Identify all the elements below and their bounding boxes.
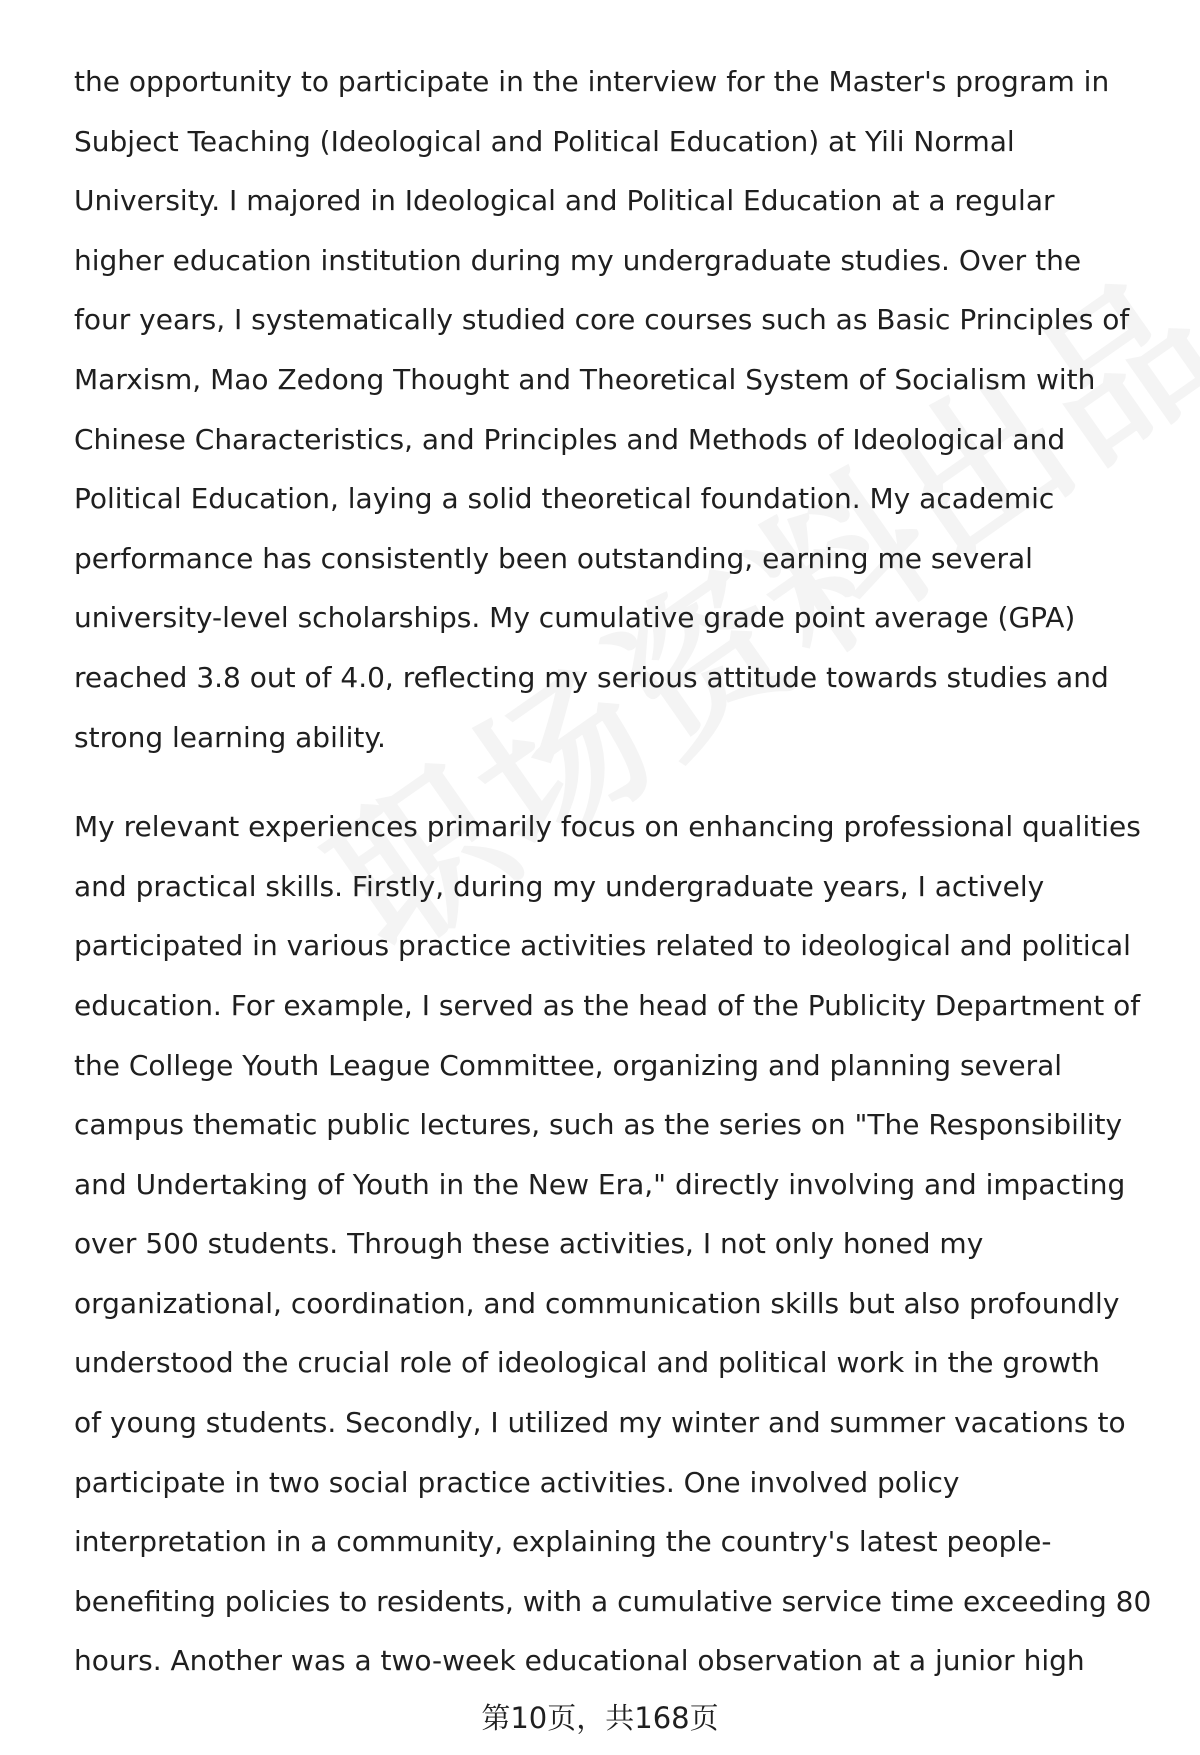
text-line: of young students. Secondly, I utilized my winter and summer vacations to bbox=[74, 1406, 1126, 1440]
page-number-footer: 第10页，共168页 bbox=[481, 1701, 719, 1735]
text-line: University. I majored in Ideological and Political Education at a regular bbox=[74, 184, 1055, 218]
text-line: and practical skills. Firstly, during my undergraduate years, I actively bbox=[74, 869, 1045, 903]
text-line: interpretation in a community, explaining the country's latest people- bbox=[74, 1525, 1052, 1559]
text-line: and Undertaking of Youth in the New Era," directly involving and impacting bbox=[74, 1167, 1126, 1201]
text-line: Marxism, Mao Zedong Thought and Theoretical System of Socialism with bbox=[74, 362, 1096, 396]
text-line: participate in two social practice activities. One involved policy bbox=[74, 1465, 960, 1499]
text-line: university-level scholarships. My cumulative grade point average (GPA) bbox=[74, 601, 1076, 635]
document-body bbox=[74, 52, 1164, 1691]
text-line: four years, I systematically studied core courses such as Basic Principles of bbox=[74, 303, 1130, 337]
text-line: benefiting policies to residents, with a cumulative service time exceeding 80 bbox=[74, 1584, 1152, 1618]
text-line: organizational, coordination, and communication skills but also profoundly bbox=[74, 1286, 1120, 1320]
text-line: education. For example, I served as the head of the Publicity Department of bbox=[74, 988, 1141, 1022]
text-line: My relevant experiences primarily focus on enhancing professional qualities bbox=[74, 810, 1141, 844]
text-line: Subject Teaching (Ideological and Political Education) at Yili Normal bbox=[74, 124, 1015, 158]
text-line: higher education institution during my undergraduate studies. Over the bbox=[74, 243, 1082, 277]
text-line: strong learning ability. bbox=[74, 720, 386, 754]
text-line: participated in various practice activities related to ideological and political bbox=[74, 929, 1131, 963]
paragraph-2 bbox=[74, 797, 1164, 1691]
text-line: Political Education, laying a solid theoretical foundation. My academic bbox=[74, 482, 1055, 516]
text-line: the College Youth League Committee, organizing and planning several bbox=[74, 1048, 1063, 1082]
text-line: Chinese Characteristics, and Principles and Methods of Ideological and bbox=[74, 422, 1066, 456]
text-line: over 500 students. Through these activities, I not only honed my bbox=[74, 1227, 984, 1261]
text-line: the opportunity to participate in the interview for the Master's program in bbox=[74, 65, 1110, 98]
text-line: campus thematic public lectures, such as the series on "The Responsibility bbox=[74, 1108, 1123, 1142]
paragraph-1 bbox=[74, 52, 1164, 767]
text-line: hours. Another was a two-week educational observation at a junior high bbox=[74, 1644, 1085, 1678]
text-line: performance has consistently been outstanding, earning me several bbox=[74, 541, 1033, 575]
text-line: understood the crucial role of ideological and political work in the growth bbox=[74, 1346, 1100, 1380]
text-line: reached 3.8 out of 4.0, reflecting my serious attitude towards studies and bbox=[74, 660, 1109, 694]
